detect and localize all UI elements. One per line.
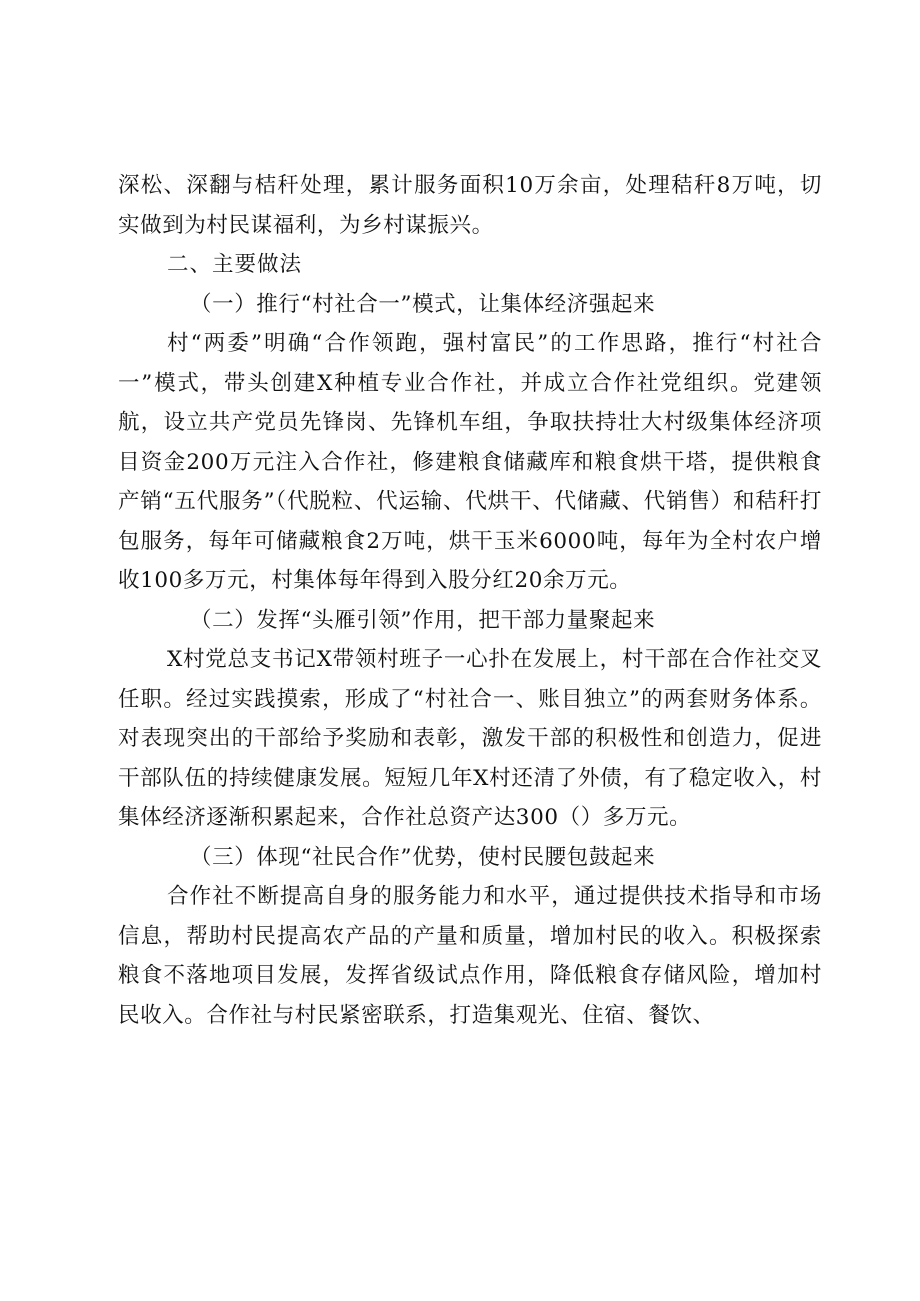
subheading-one: （一）推行“村社合一”模式，让集体经济强起来: [190, 291, 656, 317]
paragraph-summary: 深松、深翻与桔秆处理，累计服务面积10万余亩，处理秸秆8万吨，切实做到为村民谋福利，为乡村谋振兴。: [118, 173, 822, 238]
subheading-three: （三）体现“社民合作”优势，使村民腰包鼓起来: [190, 844, 656, 870]
subheading-two: （二）发挥“头雁引领”作用，把干部力量聚起来: [190, 607, 656, 633]
section-heading-main-practices: 二、主要做法: [167, 252, 303, 277]
paragraph-three: 合作社不断提高自身的服务能力和水平，通过提供技术指导和市场信息，帮助村民提高农产品的产量和质量，增加村民的收入。积极探索粮食不落地项目发展，发挥省级试点作用，降低粮食存储风险，增加村民收入。合作社与村民紧密联系，打造集观光、住宿、餐饮、: [118, 884, 822, 1028]
paragraph-two: X村党总支书记X带领村班子一心扑在发展上，村干部在合作社交叉任职。经过实践摸索，形成了“村社合一、账目独立”的两套财务体系。对表现突出的干部给予奖励和表彰，激发干部的积极性和创造力，促进干部队伍的持续健康发展。短短几年X村还清了外债，有了稳定收入，村集体经济逐渐积累起来，合作社总资产达300（）多万元。: [118, 647, 822, 830]
paragraph-one: 村“两委”明确“合作领跑，强村富民”的工作思路，推行“村社合一”模式，带头创建X种植专业合作社，并成立合作社党组织。党建领航，设立共产党员先锋岗、先锋机车组，争取扶持壮大村级集体经济项目资金200万元注入合作社，修建粮食储藏库和粮食烘干塔，提供粮食产销“五代服务”（代脱粒、代运输、代烘干、代储藏、代销售）和秸秆打包服务，每年可储藏粮食2万吨，烘干玉米6000吨，每年为全村农户增收100多万元，村集体每年得到入股分红20余万元。: [118, 331, 822, 593]
document-body: [118, 166, 822, 1035]
